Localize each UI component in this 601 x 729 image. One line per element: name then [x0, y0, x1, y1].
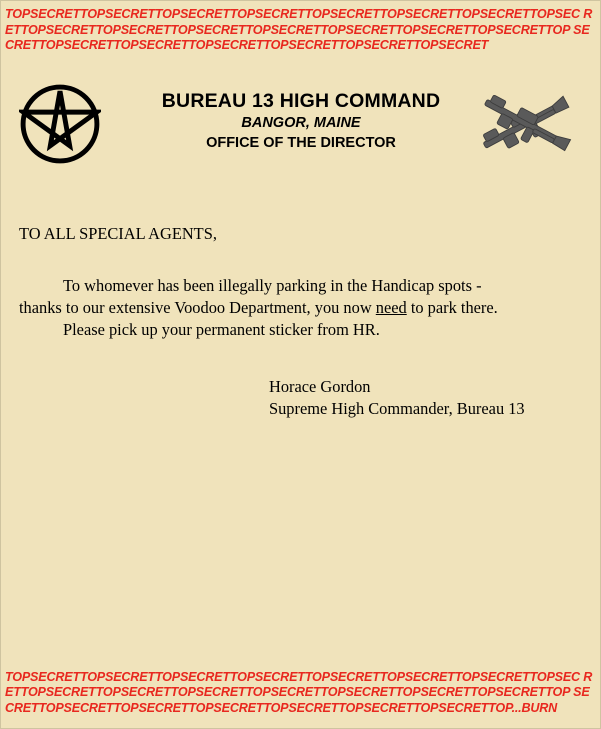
- classification-banner-bottom-text: TOPSECRETTOPSECRETTOPSECRETTOPSECRETTOPSECRETTOPSECRETTOPSECRETTOPSEC RETTOPSECRETTOPSECRETTOPSECRETTOPSECRETTOPSECRETTOPSECRETTOPSECRETTOP SECRETTOPSECRETTOPSECRETTOPSECRETTOPSECRETTOPSECRETTOPSECRETTOP...: [5, 669, 593, 715]
- signature-block: [269, 376, 525, 420]
- memo-line2-pre: thanks to our extensive Voodoo Department, you now: [19, 298, 376, 317]
- signer-title: Supreme High Commander, Bureau 13: [269, 399, 525, 418]
- memo-paragraph-line-2: [19, 297, 584, 319]
- memo-salutation: TO ALL SPECIAL AGENTS,: [19, 224, 217, 243]
- memo-line2-emphasis: need: [375, 298, 407, 317]
- burn-notice: BURN: [521, 700, 558, 715]
- organization-location: BANGOR, MAINE: [241, 115, 361, 131]
- signer-name: Horace Gordon: [269, 377, 371, 396]
- memo-line2-post: to park there.: [406, 298, 498, 317]
- memo-body: [19, 223, 584, 341]
- classification-banner-bottom: [1, 670, 601, 717]
- memo-paragraph-line-3: Please pick up your permanent sticker from HR.: [63, 320, 380, 339]
- crossed-rifles-icon: [472, 85, 580, 170]
- pentagram-icon: [19, 83, 101, 170]
- memo-paragraph-line-1: To whomever has been illegally parking in the Handicap spots -: [63, 276, 482, 295]
- classification-banner-top: TOPSECRETTOPSECRETTOPSECRETTOPSECRETTOPSECRETTOPSECRETTOPSECRETTOPSEC RETTOPSECRETTOPSECRETTOPSECRETTOPSECRETTOPSECRETTOPSECRETTOPSECRETTOP SECRETTOPSECRETTOPSECRETTOPSECRETTOPSECRETTOPSECRETTOPSECRET: [5, 7, 593, 52]
- organization-office: OFFICE OF THE DIRECTOR: [206, 135, 396, 151]
- organization-name: BUREAU 13 HIGH COMMAND: [161, 90, 441, 112]
- letterhead: [1, 83, 601, 173]
- letterhead-text: [111, 89, 491, 153]
